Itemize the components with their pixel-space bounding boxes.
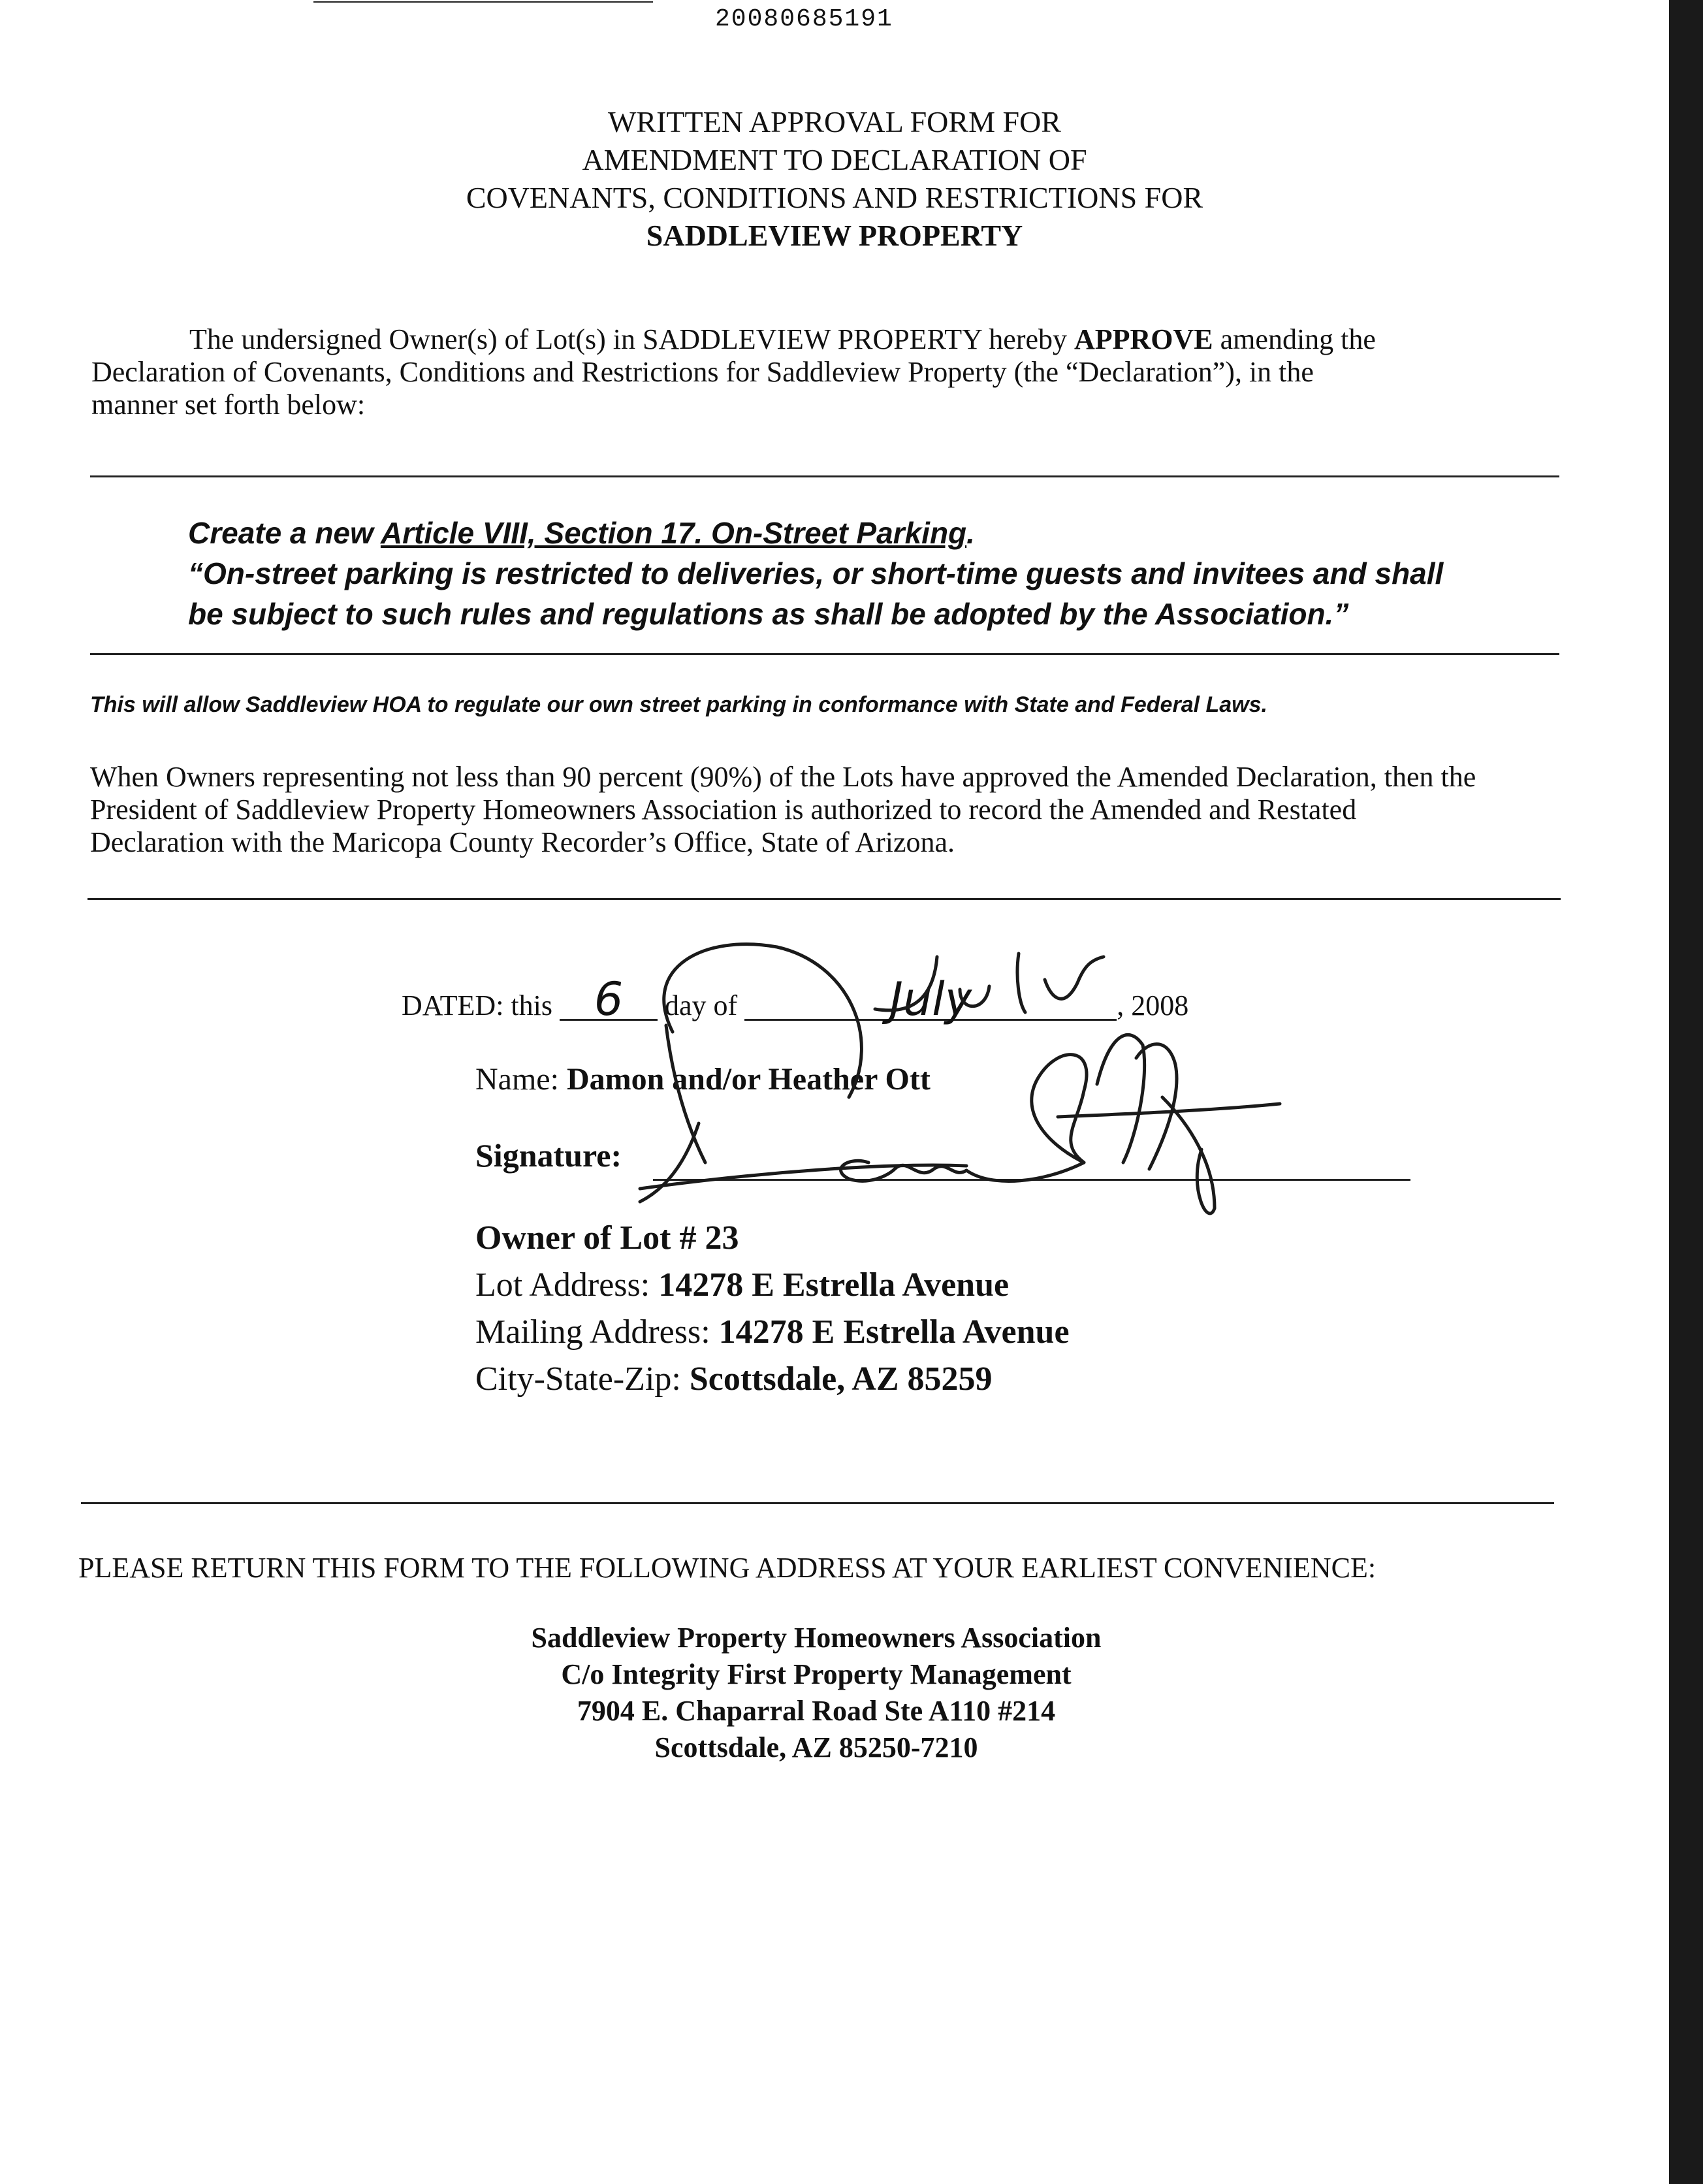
mailing-address-line [475,1309,1070,1356]
amendment-text [188,513,1572,634]
name-label: Name: [475,1062,567,1097]
document-number: 20080685191 [715,5,893,33]
article-period: . [966,516,975,550]
title-line-3: COVENANTS, CONDITIONS AND RESTRICTIONS FOR [466,181,1203,214]
intro-line-2: Declaration of Covenants, Conditions and Restrictions for Saddleview Property (the “Declaration”), in the [91,356,1314,388]
day-field[interactable]: 6 [560,980,658,1021]
intro-line-3: manner set forth below: [91,389,366,421]
year-label: , 2008 [1117,989,1189,1021]
lot-address-label: Lot Address: [475,1266,659,1304]
intro-line-1 [91,323,1567,356]
scan-edge [1669,0,1703,2184]
amendment-prefix: Create a new [188,516,381,550]
title-line-1: WRITTEN APPROVAL FORM FOR [608,105,1061,138]
return-address-line-1: Saddleview Property Homeowners Association [531,1622,1102,1654]
city-state-zip-label: City-State-Zip: [475,1360,690,1398]
amendment-quote-line-1: “On-street parking is restricted to deliveries, or short-time guests and invitees and shall [188,556,1444,590]
owner-block [475,1215,1070,1403]
month-pen-strokes [862,950,1175,1029]
owner-lot [475,1215,1070,1262]
article-reference: Article VIII, Section 17. On-Street Parking [380,516,967,550]
return-heading: PLEASE RETURN THIS FORM TO THE FOLLOWING ADDRESS AT YOUR EARLIEST CONVENIENCE: [78,1552,1377,1584]
form-title [0,103,1669,255]
amendment-quote-line-2: be subject to such rules and regulations as shall be adopted by the Association.” [188,597,1349,631]
approval-line-2: President of Saddleview Property Homeowners Association is authorized to record the Amended and Restated [90,794,1357,826]
month-field[interactable]: July [744,980,1117,1021]
city-state-zip-line [475,1356,1070,1403]
signature-line [475,1136,622,1174]
day-of-label: day of [665,989,738,1021]
city-state-zip-value: Scottsdale, AZ 85259 [689,1360,993,1398]
return-address-line-4: Scottsdale, AZ 85250-7210 [654,1731,978,1763]
divider-2 [90,653,1559,655]
approval-line-1: When Owners representing not less than 90 percent (90%) of the Lots have approved the Amended Declaration, then the [90,761,1476,793]
purpose-note: This will allow Saddleview HOA to regulate our own street parking in conformance with State and Federal Laws. [90,692,1267,717]
divider-1 [90,475,1559,477]
intro-line-1-end: amending the [1213,323,1376,355]
lot-address-line [475,1262,1070,1309]
owner-name: Damon and/or Heather Ott [566,1062,931,1097]
approve-emphasis: APPROVE [1074,323,1213,355]
divider-3 [88,898,1561,900]
signature-label: Signature: [475,1137,622,1174]
lot-address-value: 14278 E Estrella Avenue [658,1266,1010,1304]
amendment-line-1 [188,513,1572,553]
intro-paragraph [91,323,1567,421]
approval-paragraph [90,761,1592,859]
mailing-address-value: 14278 E Estrella Avenue [718,1313,1070,1351]
divider-4 [81,1502,1554,1504]
return-address [0,1620,1632,1766]
title-line-4: SADDLEVIEW PROPERTY [646,219,1023,252]
return-address-line-2: C/o Integrity First Property Management [561,1658,1072,1690]
title-line-2: AMENDMENT TO DECLARATION OF [582,143,1087,176]
owner-lot-text: Owner of Lot # 23 [475,1219,739,1257]
return-address-line-3: 7904 E. Chaparral Road Ste A110 #214 [577,1695,1056,1727]
dated-label: DATED: this [402,989,552,1021]
mailing-address-label: Mailing Address: [475,1313,719,1351]
top-scan-line [313,1,653,3]
approval-line-3: Declaration with the Maricopa County Recorder’s Office, State of Arizona. [90,826,955,858]
intro-line-1-text: The undersigned Owner(s) of Lot(s) in SADDLEVIEW PROPERTY hereby [189,323,1074,355]
